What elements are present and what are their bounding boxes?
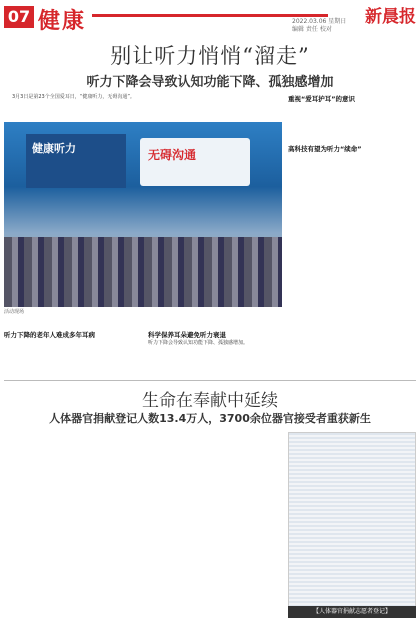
header-rule	[92, 14, 328, 17]
issue-info	[292, 18, 372, 34]
article-photo	[4, 122, 282, 307]
right-column-heading-2: 高科技有望为听力“续命”	[288, 145, 362, 153]
section-title: 健康	[38, 9, 87, 34]
second-article-column-1	[4, 430, 138, 620]
logo-text: 新晨报	[365, 7, 416, 27]
middle-column-text: 听力下降会导致认知功能下降、孤独感增加。	[148, 340, 249, 346]
photo-caption: 活动现场	[4, 309, 25, 315]
article-headline: 别让听力悄悄“溜走”	[110, 44, 310, 68]
middle-column	[148, 330, 282, 378]
photo-crowd	[4, 237, 282, 307]
second-subhead: 人体器官捐献登记人数13.4万人，3700余位器官接受者重获新生	[49, 412, 371, 425]
left-column	[4, 330, 140, 378]
photo-screen-left: 健康听力	[26, 134, 126, 188]
article-subhead: 听力下降会导致认知功能下降、孤独感增加	[86, 75, 334, 90]
right-column-heading: 重视“爱耳护耳”的意识	[288, 95, 356, 103]
article-lede: 3月3日是第23个全国爱耳日，“健康听力，无碍沟通”。	[12, 94, 135, 100]
left-column-heading: 听力下降的老年人难成多年耳病	[4, 331, 95, 339]
inset-caption: 【人体器官捐献志愿者登记】	[288, 606, 416, 618]
second-headline: 生命在奉献中延续	[142, 391, 278, 411]
section-divider	[4, 380, 416, 381]
second-article-column-2	[148, 430, 282, 620]
issue-date: 2022.03.06 星期日	[292, 18, 347, 25]
newspaper-logo	[365, 2, 416, 27]
page-number: 07	[4, 6, 34, 28]
middle-column-heading: 科学保养耳朵避免听力衰退	[148, 331, 226, 339]
right-column	[288, 94, 416, 376]
masthead	[0, 0, 420, 34]
issue-editors: 编辑 责任 校对	[292, 26, 332, 33]
inset-photo	[288, 432, 416, 616]
photo-screen-right: 无碍沟通	[140, 138, 250, 186]
